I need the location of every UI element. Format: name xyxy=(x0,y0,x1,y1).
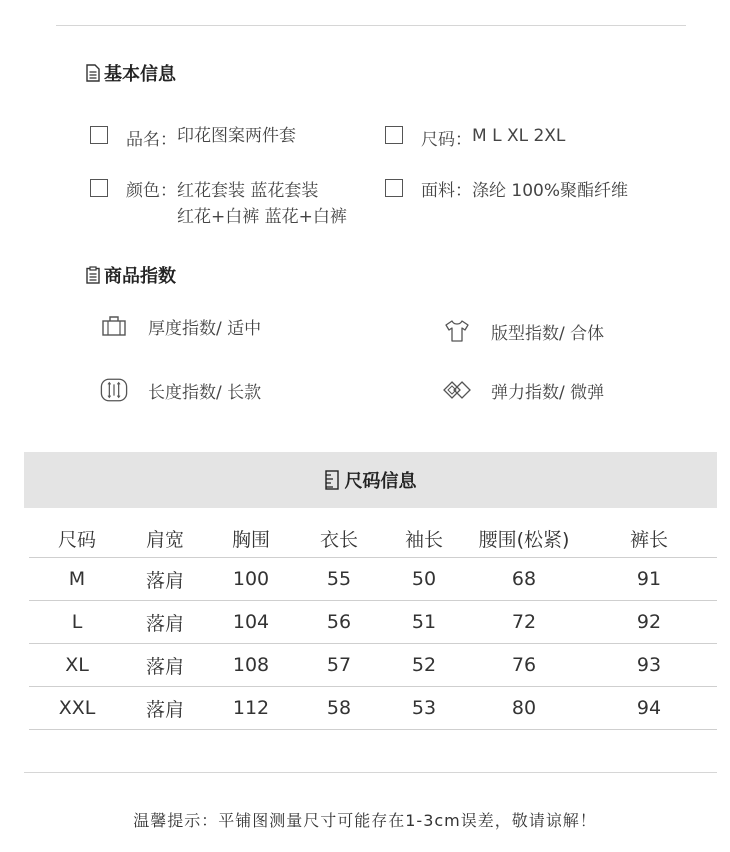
table-cell: M xyxy=(68,568,86,590)
index-elastic xyxy=(443,376,604,404)
size-info-title: 尺码信息 xyxy=(344,471,417,492)
table-cell: 57 xyxy=(326,654,352,676)
header-cell: 尺码 xyxy=(57,529,96,551)
color-label: 颜色： xyxy=(126,181,177,201)
product-index-title: 商品指数 xyxy=(86,262,176,288)
table-cell: 94 xyxy=(636,697,662,719)
table-header-row xyxy=(29,520,717,558)
name-label: 品名： xyxy=(126,130,177,150)
fit-text: 版型指数/ 合体 xyxy=(491,323,605,344)
table-cell: 56 xyxy=(326,611,352,633)
table-row xyxy=(29,601,717,644)
index-thickness xyxy=(100,312,261,340)
field-fabric xyxy=(385,178,628,204)
header-cell: 裤长 xyxy=(629,529,668,551)
size-label: 尺码： xyxy=(421,130,472,150)
table-cell: 落肩 xyxy=(145,612,184,635)
field-color xyxy=(90,178,347,230)
table-row xyxy=(29,644,717,687)
table-cell: 72 xyxy=(511,611,537,633)
document-icon xyxy=(86,64,100,82)
table-cell: 53 xyxy=(411,697,437,719)
field-name xyxy=(90,125,296,150)
basic-info-title: 基本信息 xyxy=(86,60,176,86)
fabric-value: 涤纶 100%聚酯纤维 xyxy=(472,181,629,201)
length-text: 长度指数/ 长款 xyxy=(148,382,262,403)
table-cell: 108 xyxy=(232,654,270,676)
size-value: M L XL 2XL xyxy=(472,126,566,146)
table-cell: 100 xyxy=(232,568,270,590)
table-cell: 80 xyxy=(511,697,537,719)
color-checkbox[interactable] xyxy=(90,179,108,197)
length-icon xyxy=(100,376,128,404)
table-cell: 92 xyxy=(636,611,662,633)
header-cell: 袖长 xyxy=(404,529,443,551)
table-cell: XL xyxy=(65,654,89,676)
table-cell: 104 xyxy=(232,611,270,633)
table-cell: 112 xyxy=(232,697,270,719)
table-cell: 76 xyxy=(511,654,537,676)
field-size xyxy=(385,125,565,150)
bottom-divider xyxy=(24,772,717,773)
table-row xyxy=(29,687,717,730)
ruler-icon xyxy=(325,470,339,490)
table-cell: 55 xyxy=(326,568,352,590)
elastic-text: 弹力指数/ 微弹 xyxy=(491,382,605,403)
index-fit xyxy=(443,317,604,345)
header-cell: 衣长 xyxy=(319,529,358,551)
table-row xyxy=(29,558,717,601)
table-cell: 落肩 xyxy=(145,698,184,721)
name-value: 印花图案两件套 xyxy=(177,126,296,146)
thickness-text: 厚度指数/ 适中 xyxy=(148,318,262,339)
table-cell: 落肩 xyxy=(145,569,184,592)
table-cell: 91 xyxy=(636,568,662,590)
table-cell: 93 xyxy=(636,654,662,676)
size-info-header xyxy=(24,452,717,508)
clipboard-icon xyxy=(86,266,100,284)
index-length xyxy=(100,376,261,404)
header-cell: 肩宽 xyxy=(145,529,184,551)
header-cell: 胸围 xyxy=(231,529,270,551)
table-cell: 50 xyxy=(411,568,437,590)
name-checkbox[interactable] xyxy=(90,126,108,144)
elastic-icon xyxy=(443,376,471,404)
header-cell: 腰围(松紧) xyxy=(478,529,570,551)
bag-icon xyxy=(100,312,128,340)
size-checkbox[interactable] xyxy=(385,126,403,144)
color-value-line1: 红花套装 蓝花套装 xyxy=(177,181,319,201)
fabric-checkbox[interactable] xyxy=(385,179,403,197)
table-cell: 68 xyxy=(511,568,537,590)
color-value-line2: 红花+白裤 蓝花+白裤 xyxy=(177,207,347,227)
fabric-label: 面料： xyxy=(421,181,472,201)
table-cell: 51 xyxy=(411,611,437,633)
table-cell: L xyxy=(71,611,83,633)
size-table xyxy=(29,520,717,730)
tshirt-icon xyxy=(443,317,471,345)
measurement-note: 温馨提示：平铺图测量尺寸可能存在1-3cm误差，敬请谅解！ xyxy=(133,811,597,830)
top-divider xyxy=(56,25,686,26)
table-cell: 52 xyxy=(411,654,437,676)
table-cell: 58 xyxy=(326,697,352,719)
table-cell: 落肩 xyxy=(145,655,184,678)
table-cell: XXL xyxy=(58,697,96,719)
